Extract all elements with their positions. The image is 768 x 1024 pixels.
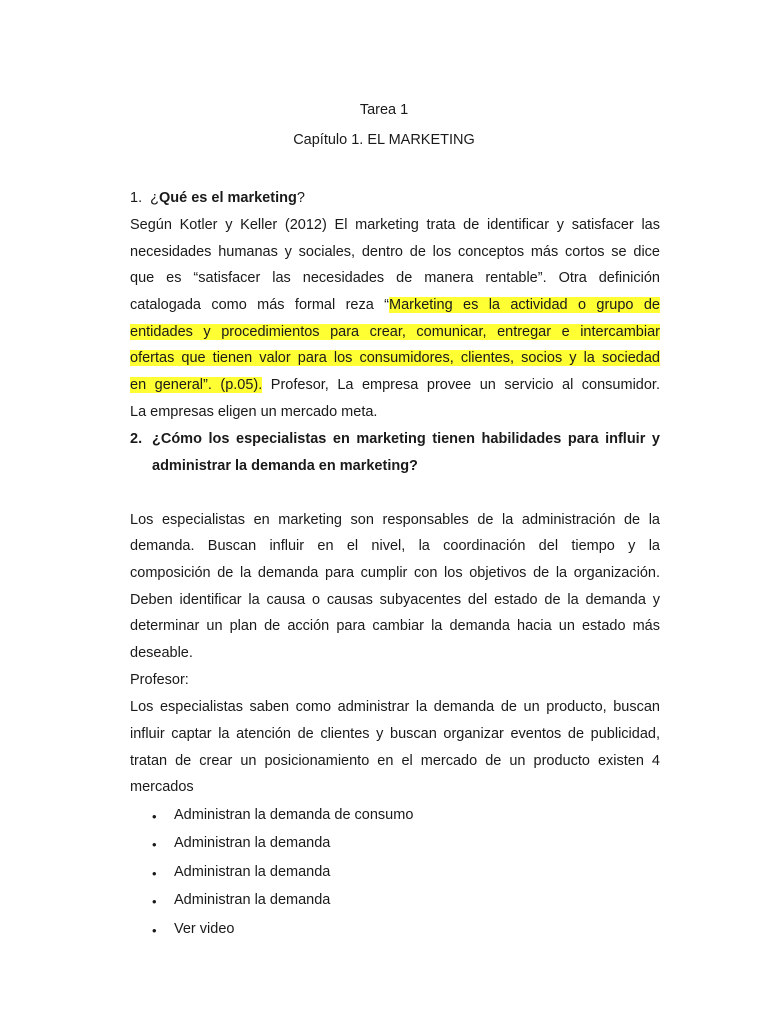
- paragraph-line: [130, 377, 660, 393]
- question-1-number: 1.: [130, 190, 143, 206]
- paragraph-line: que es “satisfacer las necesidades de manera rentable”. Otra definición: [130, 270, 660, 286]
- bullet-icon: •: [152, 923, 157, 938]
- question-2-text: administrar la demanda en marketing?: [152, 458, 418, 474]
- question-1-heading: [130, 190, 305, 206]
- paragraph-line: Los especialistas en marketing son responsables de la administración de la: [130, 512, 660, 528]
- list-item-text: Administran la demanda: [174, 864, 331, 880]
- definition-lead-in: catalogada como más formal reza “: [130, 297, 389, 313]
- question-1-close-mark: ?: [296, 190, 305, 206]
- paragraph-line: La empresas eligen un mercado meta.: [130, 404, 378, 420]
- paragraph-line: Según Kotler y Keller (2012) El marketing trata de identificar y satisfacer las: [130, 217, 660, 233]
- paragraph-line: determinar un plan de acción para cambiar la demanda hacia un estado más: [130, 618, 660, 634]
- paragraph-line: composición de la demanda para cumplir con los objetivos de la organización.: [130, 565, 660, 581]
- document-title: Tarea 1: [359, 102, 409, 118]
- paragraph-line: mercados: [130, 779, 194, 795]
- bullet-icon: •: [152, 837, 157, 852]
- paragraph-line: deseable.: [130, 645, 193, 661]
- paragraph-line: demanda. Buscan influir en el nivel, la coordinación del tiempo y la: [130, 538, 660, 554]
- bullet-icon: •: [152, 894, 157, 909]
- bullet-icon: •: [152, 866, 157, 881]
- question-2-number: 2.: [130, 431, 143, 447]
- list-item-text: Administran la demanda: [174, 835, 331, 851]
- list-item-text: Ver video: [174, 921, 235, 937]
- bullet-icon: •: [152, 809, 157, 824]
- professor-label: Profesor:: [130, 672, 189, 688]
- question-2-text: ¿Cómo los especialistas en marketing tienen habilidades para influir y: [152, 431, 660, 447]
- paragraph-line: influir captar la atención de clientes y buscan organizar eventos de publicidad,: [130, 726, 660, 742]
- question-1-text: Qué es el marketing: [159, 190, 297, 206]
- paragraph-line: Los especialistas saben como administrar la demanda de un producto, buscan: [130, 699, 660, 715]
- paragraph-line: [130, 297, 660, 313]
- professor-comment: Profesor, La empresa provee un servicio al consumidor.: [262, 377, 660, 393]
- paragraph-line: necesidades humanas y sociales, dentro de los conceptos más cortos se dice: [130, 244, 660, 260]
- paragraph-line: [130, 324, 660, 340]
- highlighted-quote: en general”. (p.05).: [130, 377, 263, 393]
- highlighted-quote: ofertas que tienen valor para los consumidores, clientes, socios y la sociedad: [130, 350, 660, 366]
- list-item-text: Administran la demanda de consumo: [174, 807, 414, 823]
- paragraph-line: [130, 350, 660, 366]
- highlighted-quote: entidades y procedimientos para crear, comunicar, entregar e intercambiar: [130, 324, 660, 340]
- paragraph-line: Deben identificar la causa o causas subyacentes del estado de la demanda y: [130, 592, 660, 608]
- chapter-heading: Capítulo 1. EL MARKETING: [293, 132, 475, 148]
- paragraph-line: tratan de crear un posicionamiento en el mercado de un producto existen 4: [130, 753, 660, 769]
- list-item-text: Administran la demanda: [174, 892, 331, 908]
- question-1-open-mark: ¿: [150, 190, 160, 206]
- highlighted-quote: Marketing es la actividad o grupo de: [388, 297, 660, 313]
